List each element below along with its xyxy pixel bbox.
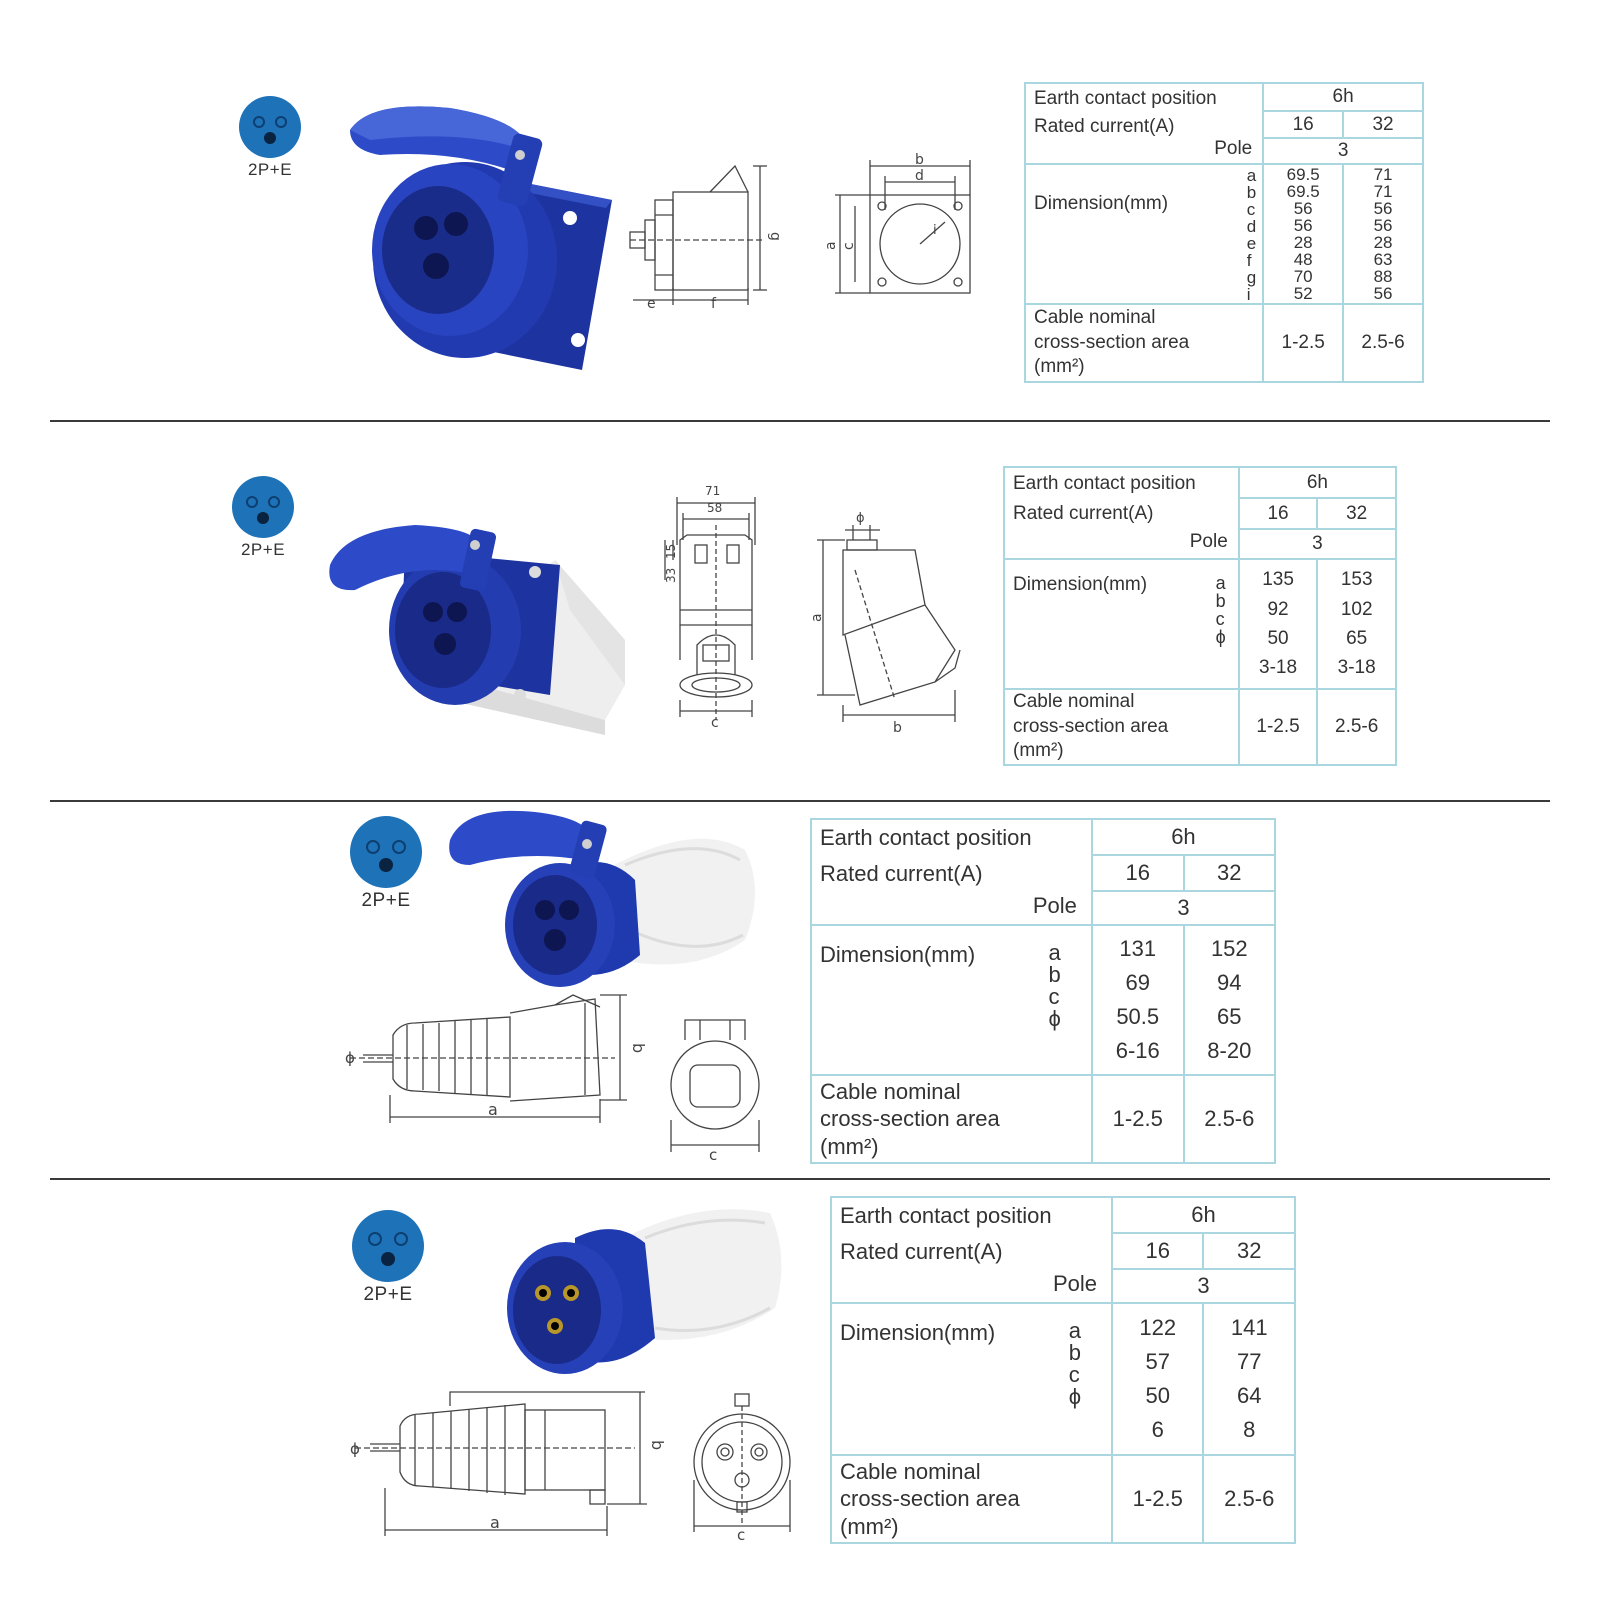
cable-value-32a: 2.5-6: [1317, 689, 1396, 765]
earth-contact-label: Earth contact position: [1034, 87, 1217, 109]
pole-value: 3: [1092, 891, 1275, 925]
earth-contact-value: 6h: [1263, 83, 1423, 111]
cable-label-line3: (mm²): [840, 1513, 899, 1539]
dimension-drawing-side-view: [625, 160, 785, 320]
dim-label-phi: ϕ: [350, 1440, 360, 1458]
dimension-values-16a: 135 92 50 3-18: [1239, 559, 1318, 689]
rated-current-32: 32: [1317, 498, 1396, 529]
rated-current-16: 16: [1263, 111, 1343, 138]
pin-layout-badge: [350, 1210, 426, 1306]
dim-label-b: b: [648, 1440, 667, 1451]
product-photo-connector: [445, 810, 765, 1000]
dim-label-phi: ϕ: [856, 511, 865, 526]
dimension-values-32a: 153 102 65 3-18: [1317, 559, 1396, 689]
rated-current-label: Rated current(A): [840, 1239, 1003, 1264]
cable-label-line3: (mm²): [1034, 356, 1085, 378]
dimension-letters: a b c ϕ: [1215, 573, 1226, 647]
earth-contact-label: Earth contact position: [1013, 473, 1196, 494]
rated-current-32: 32: [1184, 855, 1275, 891]
dim-label-phi: ϕ: [345, 1049, 355, 1067]
dimension-values-16a: 69.5 69.5 56 56 28 48 70 52: [1263, 164, 1343, 304]
cable-label-line1: Cable nominal: [1034, 306, 1156, 328]
pin-layout-icon: [350, 816, 422, 888]
cable-label-line3: (mm²): [1013, 740, 1064, 762]
dimension-values-32a: 141 77 64 8: [1203, 1303, 1295, 1455]
section-divider: [50, 1178, 1550, 1180]
dim-label-g: g: [767, 232, 783, 241]
rated-current-32: 32: [1343, 111, 1423, 138]
dim-label-d: d: [915, 168, 924, 184]
dimension-drawing-side-view: [345, 995, 648, 1145]
earth-contact-value: 6h: [1112, 1197, 1295, 1233]
pole-label: Pole: [1032, 893, 1077, 918]
dim-label-c: c: [737, 1526, 746, 1544]
earth-contact-value: 6h: [1239, 467, 1396, 498]
dim-label-e: e: [647, 296, 656, 312]
cable-label-line2: cross-section area: [1013, 715, 1169, 737]
dimension-drawing-front-view: [665, 1010, 775, 1164]
rated-current-16: 16: [1112, 1233, 1203, 1269]
pole-label: Pole: [1189, 531, 1228, 552]
cable-value-16a: 1-2.5: [1112, 1455, 1203, 1543]
cable-value-32a: 2.5-6: [1343, 304, 1423, 382]
pin-layout-icon: [232, 476, 294, 538]
dim-label-a: a: [809, 613, 825, 622]
dimension-values-16a: 122 57 50 6: [1112, 1303, 1203, 1455]
dimension-values-32a: 71 71 56 56 28 63 88 56: [1343, 164, 1423, 304]
dimension-label: Dimension(mm): [820, 942, 976, 967]
earth-contact-label: Earth contact position: [820, 825, 1032, 850]
rated-current-16: 16: [1239, 498, 1318, 529]
spec-table: [1003, 466, 1397, 766]
dimension-drawing-side-view: [345, 1378, 665, 1543]
product-photo-panel-socket: [330, 100, 620, 390]
dim-label-a: a: [823, 241, 839, 250]
dimension-label: Dimension(mm): [1034, 193, 1169, 214]
spec-table: [1024, 82, 1424, 383]
product-photo-plug: [495, 1198, 795, 1393]
dimension-drawing-front-view: [685, 1390, 800, 1544]
dimension-label: Dimension(mm): [840, 1320, 996, 1345]
cable-label-line1: Cable nominal: [840, 1458, 981, 1484]
section-divider: [50, 800, 1550, 802]
pole-label: Pole: [1052, 1271, 1098, 1296]
pin-layout-badge: [231, 476, 295, 560]
pole-value: 3: [1239, 529, 1396, 559]
cable-value-32a: 2.5-6: [1203, 1455, 1295, 1543]
pin-layout-icon: [352, 1210, 424, 1282]
dimension-label: Dimension(mm): [1013, 574, 1148, 595]
dimension-letters: a b c ϕ: [1068, 1318, 1082, 1409]
rated-current-16: 16: [1092, 855, 1184, 891]
cable-label-line2: cross-section area: [840, 1486, 1020, 1512]
earth-contact-label: Earth contact position: [840, 1203, 1052, 1228]
cable-value-32a: 2.5-6: [1184, 1075, 1275, 1163]
pin-layout-badge: [348, 816, 424, 912]
section-divider: [50, 420, 1550, 422]
dimension-drawing-side-view: [809, 510, 985, 736]
pin-layout-icon: [239, 96, 301, 158]
dim-label-i: i: [933, 223, 937, 238]
pole-config-label: 2P+E: [361, 890, 411, 911]
cable-label-line3: (mm²): [820, 1133, 879, 1159]
cable-label-line1: Cable nominal: [820, 1078, 961, 1104]
pole-value: 3: [1263, 138, 1423, 164]
pole-config-label: 2P+E: [247, 160, 293, 179]
dim-label-58: 58: [707, 501, 723, 515]
spec-table: [830, 1196, 1296, 1544]
rated-current-label: Rated current(A): [1013, 503, 1154, 524]
rated-current-label: Rated current(A): [820, 861, 983, 886]
dim-label-f: f: [711, 296, 716, 312]
pole-label: Pole: [1214, 137, 1253, 159]
cable-value-16a: 1-2.5: [1263, 304, 1343, 382]
dimension-values-16a: 131 69 50.5 6-16: [1092, 925, 1184, 1075]
dim-label-c: c: [709, 1146, 718, 1164]
rated-current-32: 32: [1203, 1233, 1295, 1269]
pole-config-label: 2P+E: [363, 1284, 413, 1305]
pin-layout-badge: [238, 96, 302, 180]
dim-label-71: 71: [705, 484, 721, 498]
dim-label-15: 15: [664, 543, 678, 559]
dim-label-a: a: [490, 1513, 500, 1532]
dimension-drawing-front-view: [815, 150, 990, 300]
cable-label-line2: cross-section area: [820, 1106, 1000, 1132]
cable-label-line1: Cable nominal: [1013, 691, 1135, 712]
cable-value-16a: 1-2.5: [1239, 689, 1318, 765]
dimension-values-32a: 152 94 65 8-20: [1184, 925, 1275, 1075]
dim-label-c: c: [711, 715, 719, 731]
cable-label-line2: cross-section area: [1034, 331, 1190, 353]
dim-label-c: c: [841, 242, 857, 250]
earth-contact-value: 6h: [1092, 819, 1275, 855]
dim-label-a: a: [488, 1100, 498, 1119]
dimension-letters: a b c ϕ: [1048, 940, 1061, 1031]
pole-value: 3: [1112, 1269, 1295, 1303]
product-photo-surface-socket: [325, 520, 645, 735]
dim-label-b: b: [893, 720, 902, 736]
dim-label-b: b: [629, 1043, 648, 1054]
dim-label-b: b: [915, 152, 924, 168]
spec-table: [810, 818, 1276, 1164]
cable-value-16a: 1-2.5: [1092, 1075, 1184, 1163]
rated-current-label: Rated current(A): [1034, 115, 1175, 137]
dim-label-33: 33: [664, 567, 678, 583]
dimension-drawing-front-view: [655, 485, 775, 730]
pole-config-label: 2P+E: [240, 540, 286, 559]
dimension-letters: a b c d e f g i: [1246, 166, 1257, 304]
